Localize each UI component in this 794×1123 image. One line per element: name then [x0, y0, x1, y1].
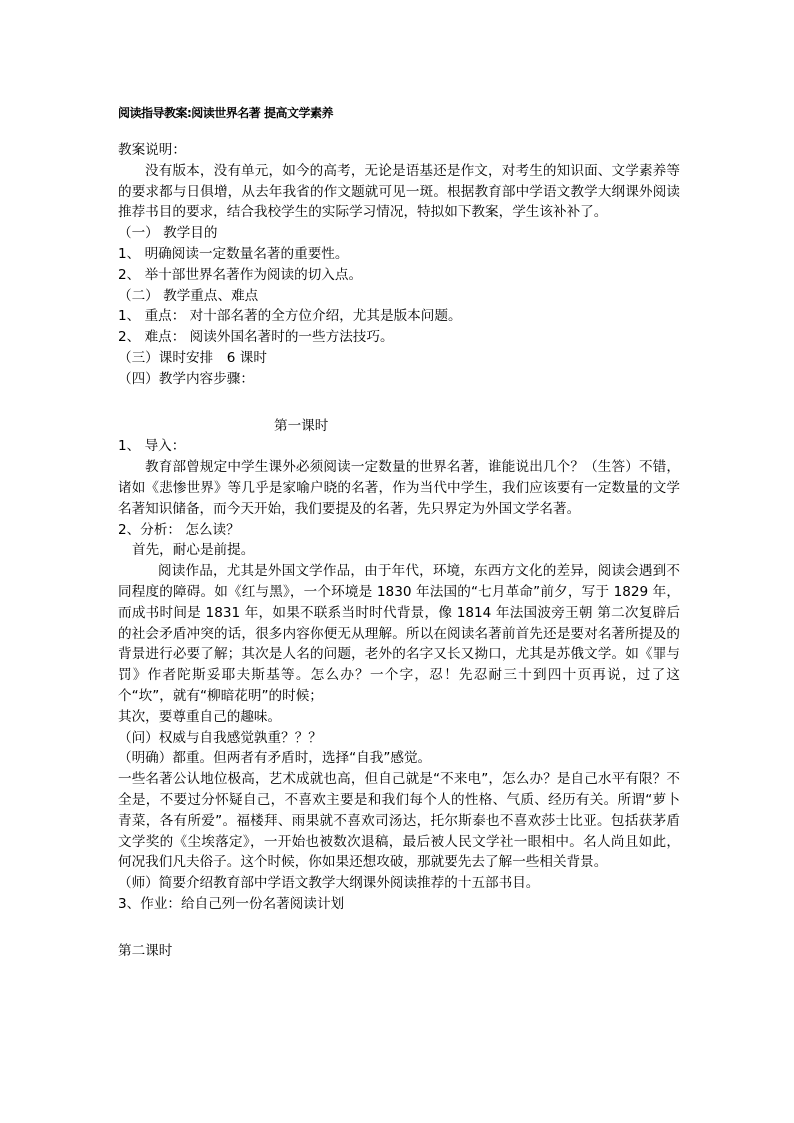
document-body [118, 140, 680, 961]
paragraph-respect-taste: 其次，要尊重自己的趣味。 [118, 708, 282, 725]
list-item-key-point: 1、 重点： 对十部名著的全方位介绍，尤其是版本问题。 [118, 308, 462, 325]
paragraph-teacher-note: （师）简要介绍教育部中学语文教学大纲课外阅读推荐的十五部书目。 [118, 875, 540, 892]
heading-teaching-goals: （一） 教学目的 [118, 225, 218, 242]
paragraph-plan-notes: 没有版本，没有单元，如今的高考，无论是语基还是作文，对考生的知识面、文学素养等的要求都与日俱增，从去年我省的作文题就可见一斑。根据教育部中学语文教学大纲课外阅读推荐书目的要求，结合我校学生的实际学习情况，特拟如下教案，学生该补补了。 [118, 162, 680, 221]
heading-steps: （四）教学内容步骤： [118, 370, 254, 387]
list-item-goal-1: 1、 明确阅读一定数量名著的重要性。 [118, 245, 349, 262]
step-analysis-heading: 2、分析： 怎么读？ [118, 521, 240, 538]
list-item-difficulty: 2、 难点： 阅读外国名著时的一些方法技巧。 [118, 329, 394, 346]
spacer [118, 390, 680, 416]
step-introduction-heading: 1、 导入： [118, 438, 186, 455]
section-label-plan-notes: 教案说明： [118, 142, 186, 158]
lesson-one-heading: 第一课时 [274, 417, 329, 434]
heading-schedule: （三）课时安排 6 课时 [118, 349, 267, 366]
spacer [118, 915, 680, 941]
document-title: 阅读指导教案:阅读世界名著 提高文学素养 [118, 106, 333, 120]
paragraph-personal-taste: 一些名著公认地位极高，艺术成就也高，但自己就是“不来电”，怎么办？是自己水平有限？不全是，不要过分怀疑自己，不喜欢主要是和我们每个人的性格、气质、经历有关。所谓“萝卜青菜，各有所爱”。福楼拜、雨果就不喜欢司汤达，托尔斯泰也不喜欢莎士比亚。包括获茅盾文学奖的《尘埃落定》，一开始也被数次退稿，最后被人民文学社一眼相中。名人尚且如此，何况我们凡夫俗子。这个时候，你如果还想攻破，那就要先去了解一些相关背景。 [118, 771, 680, 871]
step-homework: 3、作业：给自己列一份名著阅读计划 [118, 895, 345, 912]
paragraph-patience: 首先，耐心是前提。 [132, 542, 255, 559]
paragraph-introduction: 教育部曾规定中学生课外必须阅读一定数量的世界名著，谁能说出几个？（生答）不错，诸如《悲惨世界》等几乎是家喻户晓的名著，作为当代中学生，我们应该要有一定数量的文学名著知识储备，而今天开始，我们要提及的名著，先只界定为外国文学名著。 [118, 459, 680, 517]
heading-key-points: （二） 教学重点、难点 [118, 287, 259, 304]
list-item-goal-2: 2、 举十部世界名著作为阅读的切入点。 [118, 266, 363, 283]
paragraph-question: （问）权威与自我感觉孰重？？？ [118, 729, 322, 746]
lesson-two-heading: 第二课时 [118, 942, 173, 959]
paragraph-reading-obstacles: 阅读作品，尤其是外国文学作品，由于年代，环境，东西方文化的差异，阅读会遇到不同程度的障碍。如《红与黑》，一个环境是 1830 年法国的“七月革命”前夕，写于 1829 年，而成书时间是 1831 年，如果不联系当时时代背景，像 1814 年法国波旁王朝 第二次复辟后的社会矛盾冲突的话，很多内容你便无从理解。所以在阅读名著前首先还是要对名著所提及的背景进行必要了解；其次是人名的问题，老外的名字又长又拗口，尤其是苏俄文学。如《罪与罚》作者陀斯妥耶夫斯基等。怎么办？一个字，忍！先忍耐三十到四十页再说，过了这个“坎”，就有“柳暗花明”的时候； [118, 563, 680, 704]
paragraph-answer: （明确）都重。但两者有矛盾时，选择“自我”感觉。 [118, 750, 432, 767]
